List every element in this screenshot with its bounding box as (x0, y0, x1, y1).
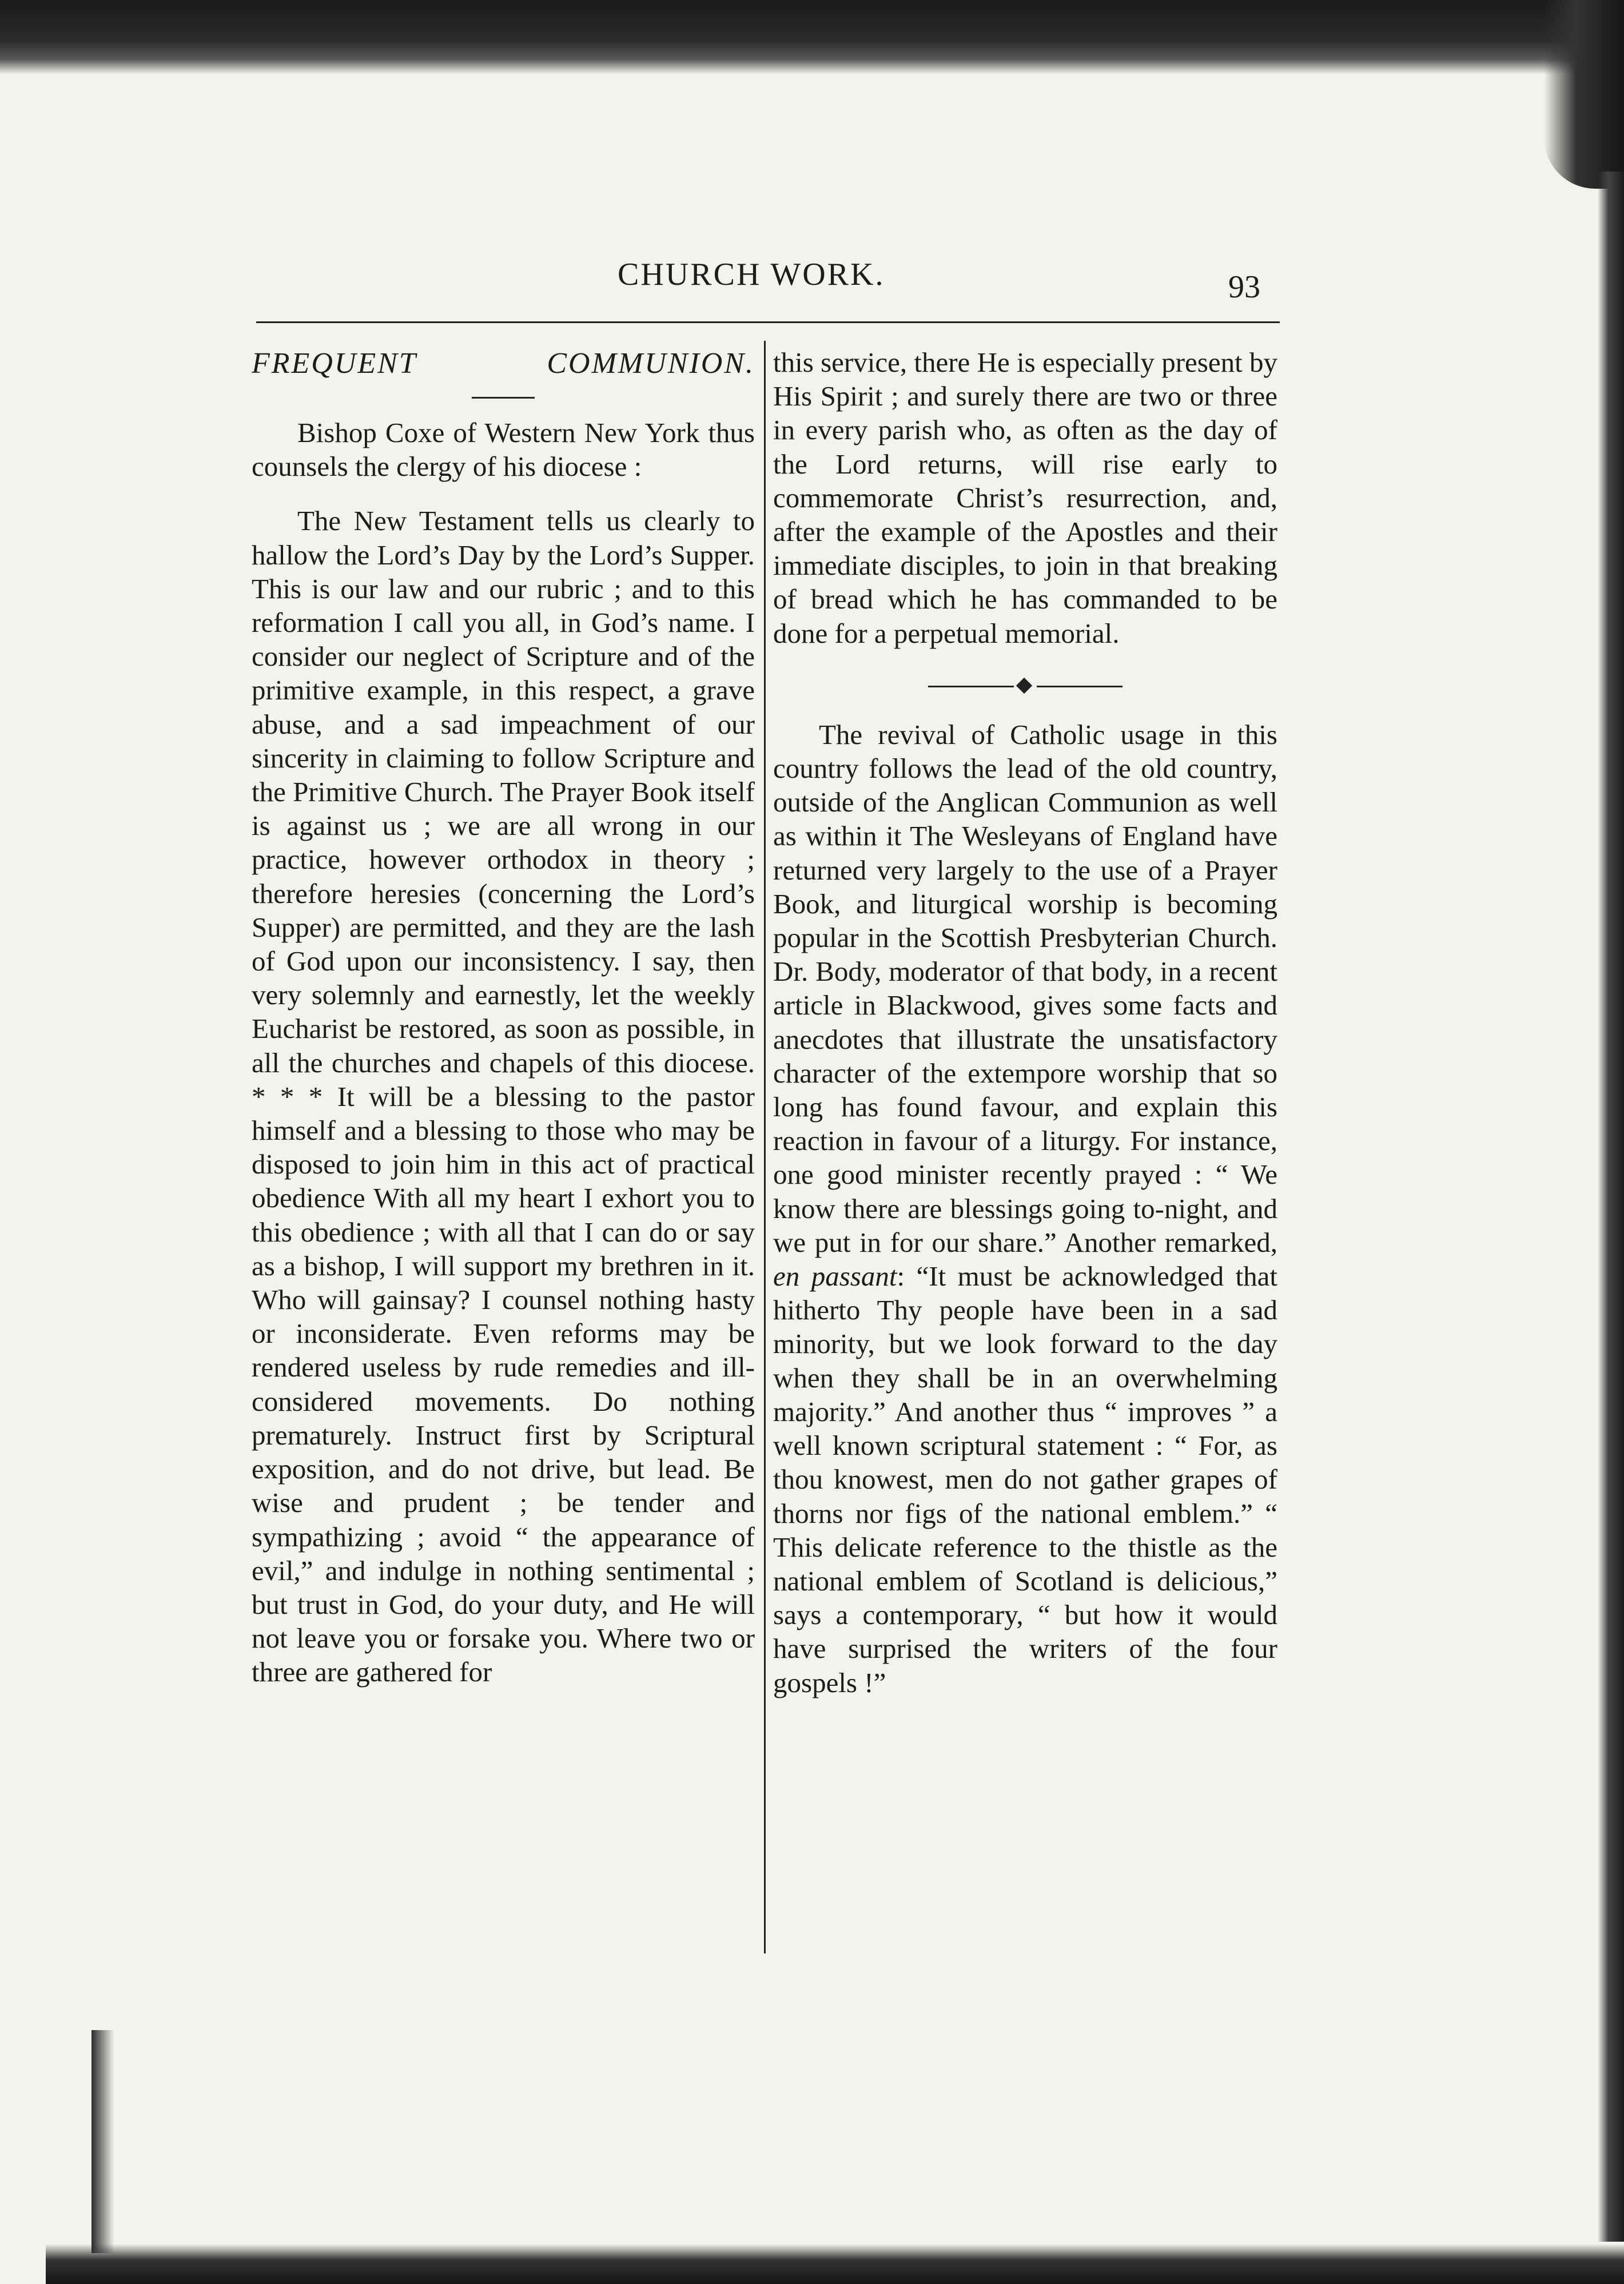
scan-top-edge (0, 0, 1624, 74)
running-head: CHURCH WORK. (618, 257, 885, 292)
ornament-diamond (1016, 678, 1032, 694)
second-article-text-b: : “It must be acknowledged that hitherto Thy people have been in a sad minority, but we look forward to the day when they shall be in an overwhelming majority.” And another thus “ improves ” a well known scriptural statement : “ For, as thou knowest, men do not gather grapes of thorns nor figs of the national emblem.” “ This delicate reference to the thistle as the national emblem of Scotland is delicious,” says a contemporary, “ but how it would have surprised the writers of the four gospels !” (773, 1260, 1278, 1698)
right-column (773, 345, 1277, 1700)
ornament-line-left (928, 686, 1014, 687)
italic-phrase: en passant (773, 1260, 897, 1292)
column-rule (764, 341, 766, 1953)
article-body-left: The New Testament tells us clearly to hallow the Lord’s Day by the Lord’s Supper. This is our law and our rubric ; and to this reformation I call you all, in God’s name. I consider our neglect of Scripture and of the primitive example, in this respect, a grave abuse, and a sad impeachment of our sincerity in claiming to follow Scripture and the Primitive Church. The Prayer Book itself is against us ; we are all wrong in our practice, however orthodox in theory ; therefore heresies (concerning the Lord’s Supper) are permitted, and they are the lash of God upon our inconsistency. I say, then very solemnly and earnestly, let the weekly Eucharist be restored, as soon as possible, in all the churches and chapels of this diocese. * * * It will be a blessing to the pastor himself and a blessing to those who may be disposed to join him in this act of practical obedience With all my heart I exhort you to this obedience ; with all that I can do or say as a bishop, I will support my brethren in it. Who will gainsay? I counsel nothing hasty or inconsiderate. Even reforms may be rendered useless by rude remedies and ill-considered movements. Do nothing prematurely. Instruct first by Scriptural exposition, and do not drive, but lead. Be wise and prudent ; be tender and sympathizing ; avoid “ the appearance of evil,” and indulge in nothing sentimental ; but trust in God, do your duty, and He will not leave you or forsake you. Where two or three are gathered for (252, 505, 755, 1688)
article-intro: Bishop Coxe of Western New York thus counsels the clergy of his diocese : (252, 417, 755, 483)
scan-right-edge (1598, 172, 1624, 2242)
article-title: FREQUENT COMMUNION. (252, 347, 755, 380)
second-article-text-a: The revival of Catholic usage in this country follows the lead of the old country, outside of the Anglican Communion as well as within it The Wesleyans of England have returned very largely to the use of a Prayer Book, and liturgical worship is becoming popular in the Scottish Presbyterian Church. Dr. Body, moderator of that body, in a recent article in Blackwood, gives some facts and anecdotes that illustrate the unsatisfactory character of the extempore worship that so long has found favour, and explain this reaction in favour of a liturgy. For instance, one good minister recently prayed : “ We know there are blessings going to-night, and we put in for our share.” Another remarked, (773, 718, 1277, 1258)
second-article (773, 718, 1277, 1700)
scan-corner-shadow (1544, 0, 1624, 189)
scan-bottom-edge (46, 2244, 1624, 2284)
article-body-right: this service, there He is especially present by His Spirit ; and surely there are two or three in every parish who, as often as the day of the Lord returns, will rise early to commemorate Christ’s resurrection, and, after the example of the Apostles and their immediate disciples, to join in that breaking of bread which he has commanded to be done for a perpetual memorial. (773, 347, 1277, 649)
page-number: 93 (1228, 269, 1260, 305)
left-column (252, 345, 755, 1689)
header-rule (256, 321, 1280, 323)
title-rule (472, 397, 535, 399)
paragraph-gap (252, 483, 755, 504)
ornament-line-right (1037, 686, 1123, 687)
section-ornament (928, 678, 1123, 695)
scan-left-edge (91, 2030, 114, 2253)
